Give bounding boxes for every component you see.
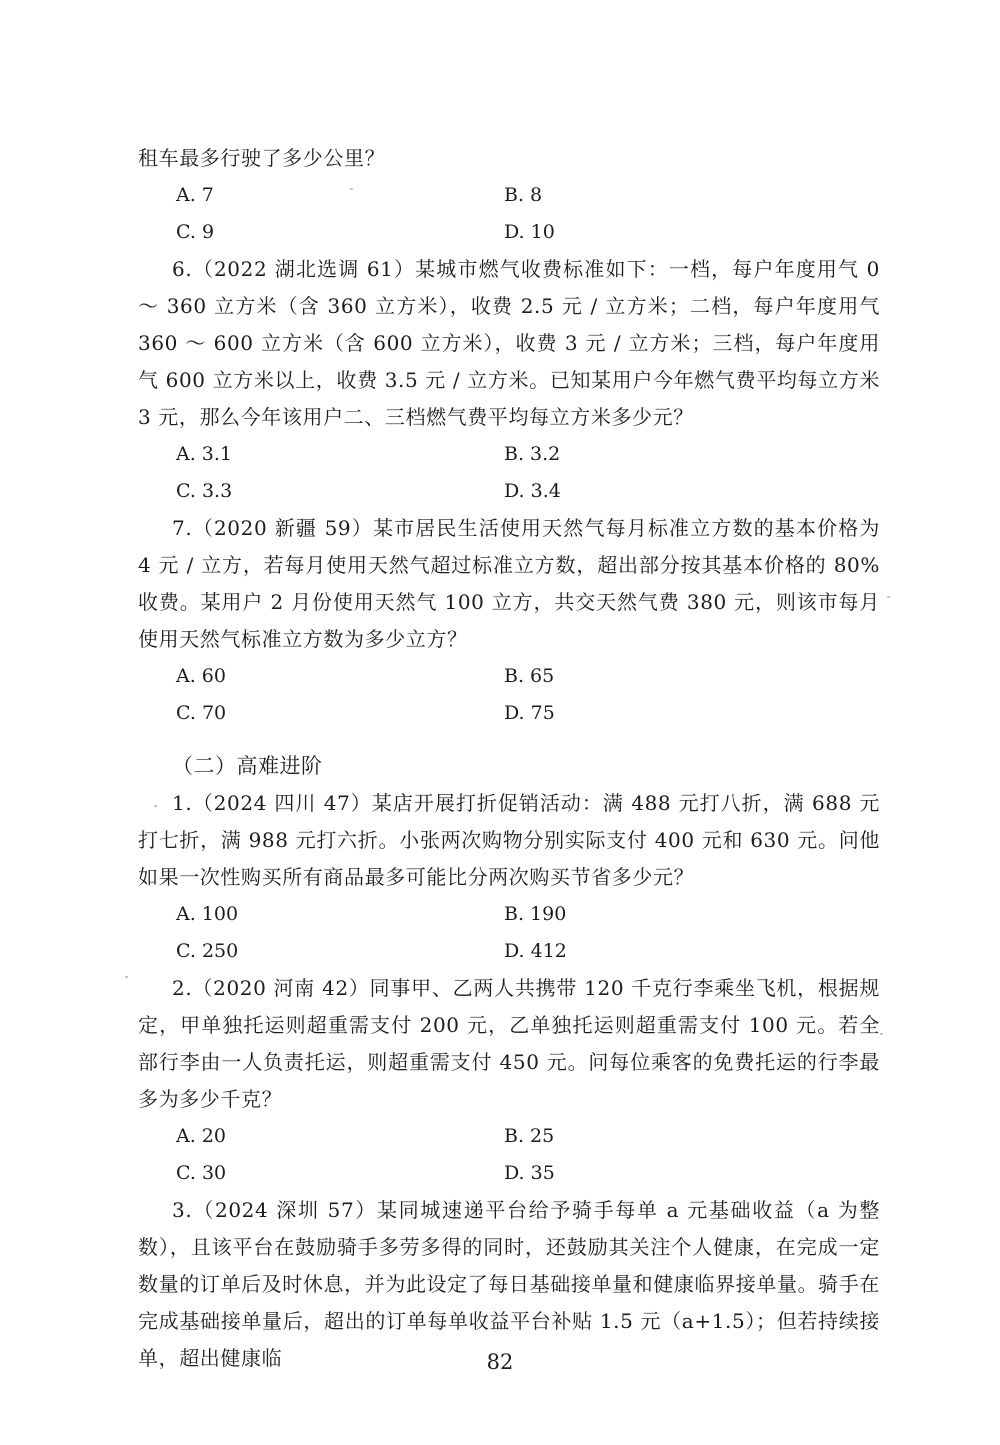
- option-a: A. 3.1: [176, 443, 233, 465]
- option-a: A. 20: [176, 1125, 226, 1147]
- option-b: B. 25: [504, 1125, 555, 1147]
- option-c: C. 70: [176, 702, 227, 724]
- page-content: [138, 140, 880, 1377]
- option-b: B. 3.2: [504, 443, 561, 465]
- option-d: D. 75: [504, 702, 555, 724]
- page-number: 82: [486, 1350, 514, 1374]
- advanced-question-3-text: 3.（2024 深圳 57）某同城速递平台给予骑手每单 a 元基础收益（a 为整数），且该平台在鼓励骑手多劳多得的同时，还鼓励其关注个人健康，在完成一定数量的订单后及时休息，并为此设定了每日基础接单量和健康临界接单量。骑手在完成基础接单量后，超出的订单每单收益平台补贴 1.5 元（a+1.5）；但若持续接单，超出健康临: [138, 1198, 880, 1370]
- question-5-options-row-1: [138, 177, 880, 214]
- option-d: D. 412: [504, 940, 567, 962]
- advanced-question-1-text: 1.（2024 四川 47）某店开展打折促销活动：满 488 元打八折，满 688 元打七折，满 988 元打六折。小张两次购物分别实际支付 400 元和 630 元。问他如果一次性购买所有商品最多可能比分两次购买节省多少元？: [138, 791, 880, 889]
- question-6-options-row-2: [138, 473, 880, 510]
- advanced-question-2-text: 2.（2020 河南 42）同事甲、乙两人共携带 120 千克行李乘坐飞机，根据规定，甲单独托运则超重需支付 200 元，乙单独托运则超重需支付 100 元。若全部行李由一人负责托运，则超重需支付 450 元。问每位乘客的免费托运的行李最多为多少千克？: [138, 976, 880, 1111]
- section-heading: （二）高难进阶: [172, 754, 323, 778]
- question-5-options-row-2: [138, 214, 880, 251]
- question-7-text: 7.（2020 新疆 59）某市居民生活使用天然气每月标准立方数的基本价格为 4 元 / 立方，若每月使用天然气超过标准立方数，超出部分按其基本价格的 80% 收费。某用户 2 月份使用天然气 100 立方，共交天然气费 380 元，则该市每月使用天然气标准立方数为多少立方？: [138, 516, 880, 651]
- option-b: B. 190: [504, 903, 567, 925]
- scan-speck: [154, 805, 157, 807]
- question-5-tail: 租车最多行驶了多少公里？: [138, 146, 386, 170]
- option-c: C. 30: [176, 1162, 227, 1184]
- option-a: A. 60: [176, 665, 226, 687]
- advanced-question-2-options-row-1: [138, 1118, 880, 1155]
- option-b: B. 8: [504, 184, 543, 206]
- scan-speck: [350, 188, 353, 190]
- option-b: B. 65: [504, 665, 555, 687]
- option-a: A. 7: [176, 184, 214, 206]
- option-a: A. 100: [176, 903, 239, 925]
- scan-speck: [880, 1033, 883, 1035]
- advanced-question-1-options-row-2: [138, 933, 880, 970]
- question-6-options-row-1: [138, 436, 880, 473]
- question-7-options-row-2: [138, 695, 880, 732]
- advanced-question-1-options-row-1: [138, 896, 880, 933]
- option-d: D. 35: [504, 1162, 555, 1184]
- scan-speck: [887, 596, 890, 598]
- option-d: D. 10: [504, 221, 555, 243]
- option-c: C. 250: [176, 940, 239, 962]
- option-c: C. 9: [176, 221, 215, 243]
- option-d: D. 3.4: [504, 480, 561, 502]
- scan-speck: [125, 976, 128, 978]
- question-7-options-row-1: [138, 658, 880, 695]
- question-6-text: 6.（2022 湖北选调 61）某城市燃气收费标准如下：一档，每户年度用气 0 ～ 360 立方米（含 360 立方米），收费 2.5 元 / 立方米；二档，每户年度用气 360 ～ 600 立方米（含 600 立方米），收费 3 元 / 立方米；三档，每户年度用气 600 立方米以上，收费 3.5 元 / 立方米。已知某用户今年燃气费平均每立方米 3 元，那么今年该用户二、三档燃气费平均每立方米多少元？: [138, 257, 880, 429]
- option-c: C. 3.3: [176, 480, 233, 502]
- advanced-question-2-options-row-2: [138, 1155, 880, 1192]
